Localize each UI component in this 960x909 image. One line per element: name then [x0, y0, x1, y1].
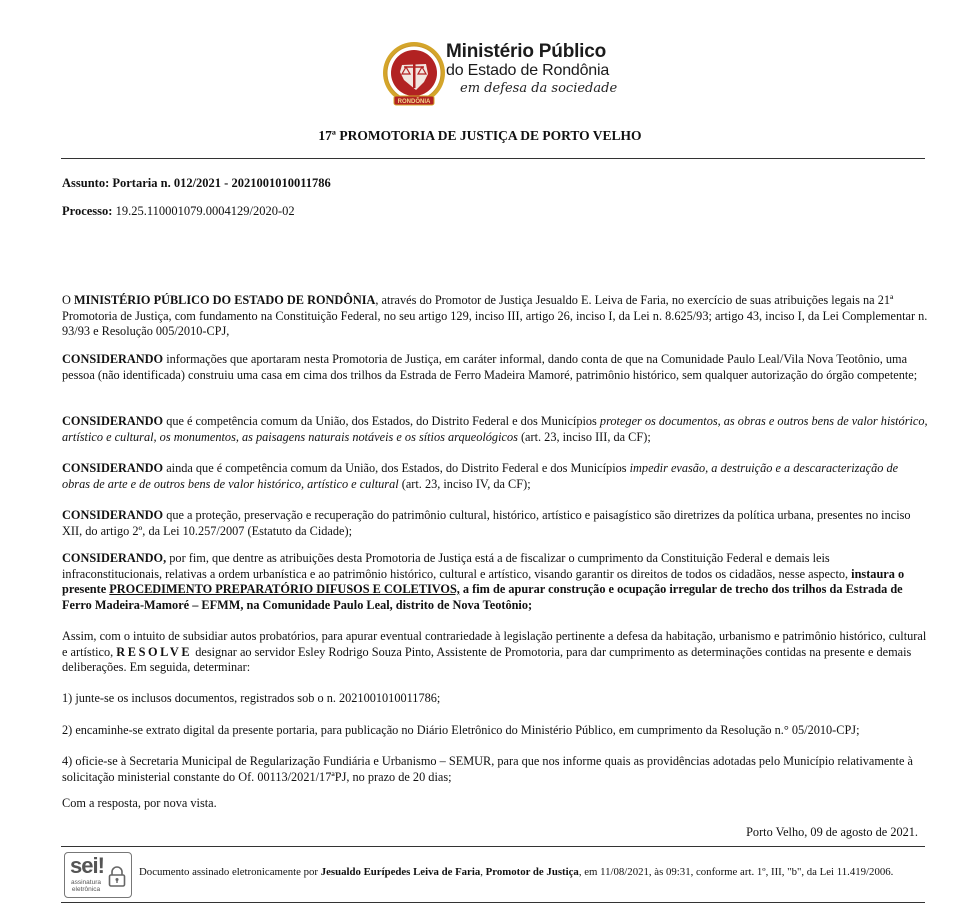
- paragraph-quote: proteger os documentos, as obras e outros bens de valor histórico, artístico e cultural, os monumentos, as paisagens naturais notáveis e os sítios arqueológicos: [62, 414, 928, 444]
- signature-top-divider: [61, 846, 925, 847]
- closing-line: [62, 796, 928, 812]
- office-title: 17ª PROMOTORIA DE JUSTIÇA DE PORTO VELHO: [318, 128, 642, 143]
- paragraph-text: Assim, com o intuito de subsidiar autos probatórios, para apurar eventual contrariedade à legislação pertinente a defesa da habitação, urbanismo e patrimônio histórico, cultural e artístico,: [62, 629, 927, 659]
- place-date: [746, 825, 918, 841]
- considerando-paragraph-4: [62, 508, 928, 539]
- paragraph-citation: (art. 23, inciso III, da CF);: [517, 429, 651, 444]
- considerando-label: CONSIDERANDO: [62, 508, 164, 522]
- item-text: 4) oficie-se à Secretaria Municipal de Regularização Fundiária e Urbanismo – SEMUR, para que nos informe quais as providências adotadas pelo Município relativamente à solicitação ministerial constante do Of. 00113/2021/17ªPJ, no prazo de 20 dias;: [62, 754, 913, 784]
- intro-text: , através do Promotor de Justiça Jesualdo E. Leiva de Faria, no exercício de suas atribuições legais na 21ª Promotoria de Justiça, com fundamento na Constituição Federal, no seu artigo 129, inciso III, artigo 26, inciso I, da Lei n. 8.625/93; artigo 43, inciso I, da Lei Complementar n. 93/93 e Resolução 005/2010-CPJ,: [62, 293, 928, 338]
- institution-logo: [380, 40, 620, 112]
- paragraph-text: que é competência comum da União, dos Estados, do Distrito Federal e dos Municípios: [163, 414, 600, 428]
- intro-paragraph: [62, 293, 928, 340]
- place-date-text: Porto Velho, 09 de agosto de 2021.: [746, 825, 918, 839]
- considerando-paragraph-2: [62, 414, 928, 445]
- paragraph-text: ainda que é competência comum da União, dos Estados, do Distrito Federal e dos Municípios: [163, 461, 630, 475]
- determination-item-1: [62, 691, 928, 707]
- sei-logo-subtitle: assinatura eletrônica: [71, 879, 101, 893]
- instaura-text: instaura o presente: [62, 566, 905, 596]
- separator: ,: [480, 866, 486, 878]
- procedure-title: PROCEDIMENTO PREPARATÓRIO DIFUSOS E COLETIVOS,: [109, 582, 460, 596]
- paragraph-text-tail: designar ao servidor Esley Rodrigo Souza Pinto, Assistente de Promotoria, para dar cumprimento as determinações contidas na presente e demais deliberações. Em seguida, determinar:: [62, 644, 912, 674]
- svg-text:RONDÔNIA: RONDÔNIA: [397, 99, 431, 105]
- considerando-label: CONSIDERANDO: [62, 414, 164, 428]
- brand-name: Ministério Público: [446, 41, 607, 62]
- considerando-paragraph-3: [62, 461, 928, 492]
- signature-suffix: , em 11/08/2021, às 09:31, conforme art. 1º, III, "b", da Lei 11.419/2006.: [578, 866, 894, 878]
- intro-bold: MINISTÉRIO PÚBLICO DO ESTADO DE RONDÔNIA: [73, 293, 376, 307]
- paragraph-text: que a proteção, preservação e recuperação do patrimônio cultural, histórico, artístico e paisagístico são diretrizes da política urbana, presentes no inciso XII, do artigo 2º, da Lei 10.257/2007 (Estatuto da Cidade);: [62, 508, 911, 538]
- paragraph-citation: (art. 23, inciso IV, da CF);: [398, 476, 531, 491]
- brand-state: do Estado de Rondônia: [446, 62, 610, 79]
- resolution-paragraph: [62, 629, 928, 676]
- process-label: Processo:: [62, 204, 113, 218]
- procedure-purpose: a fim de apurar construção e ocupação irregular de trecho dos trilhos da Estrada de Ferro Madeira-Mamoré – EFMM, na Comunidade Paulo Leal, distrito de Nova Teotônio;: [62, 582, 903, 612]
- paragraph-quote: impedir evasão, a destruição e a descaracterização de obras de arte e de outros bens de valor histórico, artístico e cultural: [62, 461, 899, 491]
- process-line: [62, 204, 295, 219]
- process-value: 19.25.110001079.0004129/2020-02: [115, 204, 295, 218]
- brand-slogan: em defesa da sociedade: [460, 81, 618, 96]
- subject-line: [62, 176, 331, 191]
- considerando-paragraph-1: [62, 352, 928, 383]
- considerando-label: CONSIDERANDO: [62, 461, 164, 475]
- seal-emblem-icon: [380, 40, 448, 110]
- determination-item-4: [62, 754, 928, 785]
- signature-statement: [139, 866, 929, 879]
- considerando-paragraph-5: [62, 551, 928, 613]
- considerando-label: CONSIDERANDO: [62, 352, 164, 366]
- item-text: 2) encaminhe-se extrato digital da presente portaria, para publicação no Diário Eletrônico do Ministério Público, em cumprimento da Resolução n.° 05/2010-CPJ;: [62, 723, 860, 737]
- signer-name: Jesualdo Eurípedes Leiva de Faria: [320, 866, 481, 878]
- signature-prefix: Documento assinado eletronicamente por: [139, 866, 321, 878]
- sei-signature-badge: [64, 852, 132, 898]
- considerando-label: CONSIDERANDO,: [62, 551, 167, 565]
- determination-item-2: [62, 723, 928, 739]
- intro-prefix: O: [62, 293, 74, 307]
- subject-value: Portaria n. 012/2021 - 2021001010011786: [112, 176, 331, 190]
- signature-bottom-divider: [61, 902, 925, 903]
- signer-role: Promotor de Justiça: [485, 866, 579, 878]
- header-divider: [61, 158, 925, 159]
- sei-logo-text: sei!: [70, 853, 104, 878]
- subject-label: Assunto:: [62, 176, 110, 190]
- item-text: 1) junte-se os inclusos documentos, registrados sob o n. 2021001010011786;: [62, 691, 441, 705]
- lock-icon: [107, 865, 127, 887]
- closing-text: Com a resposta, por nova vista.: [62, 796, 217, 810]
- brand-text: [446, 42, 626, 98]
- resolve-keyword: RESOLVE: [116, 644, 193, 659]
- paragraph-text: informações que aportaram nesta Promotoria de Justiça, em caráter informal, dando conta de que na Comunidade Paulo Leal/Vila Nova Teotônio, uma pessoa (não identificada) construiu uma casa em cima dos trilhos da Estrada de Ferro Madeira Mamoré, patrimônio histórico, sem qualquer autorização do órgão competente;: [62, 352, 918, 382]
- paragraph-text: por fim, que dentre as atribuições desta Promotoria de Justiça está a de fiscalizar o cumprimento da Constituição Federal e demais leis infraconstitucionais, relativas a ordem urbanística e ao patrimônio histórico, cultural e artístico, visando garantir os direitos de todos os cidadãos, nesse aspecto,: [62, 551, 852, 581]
